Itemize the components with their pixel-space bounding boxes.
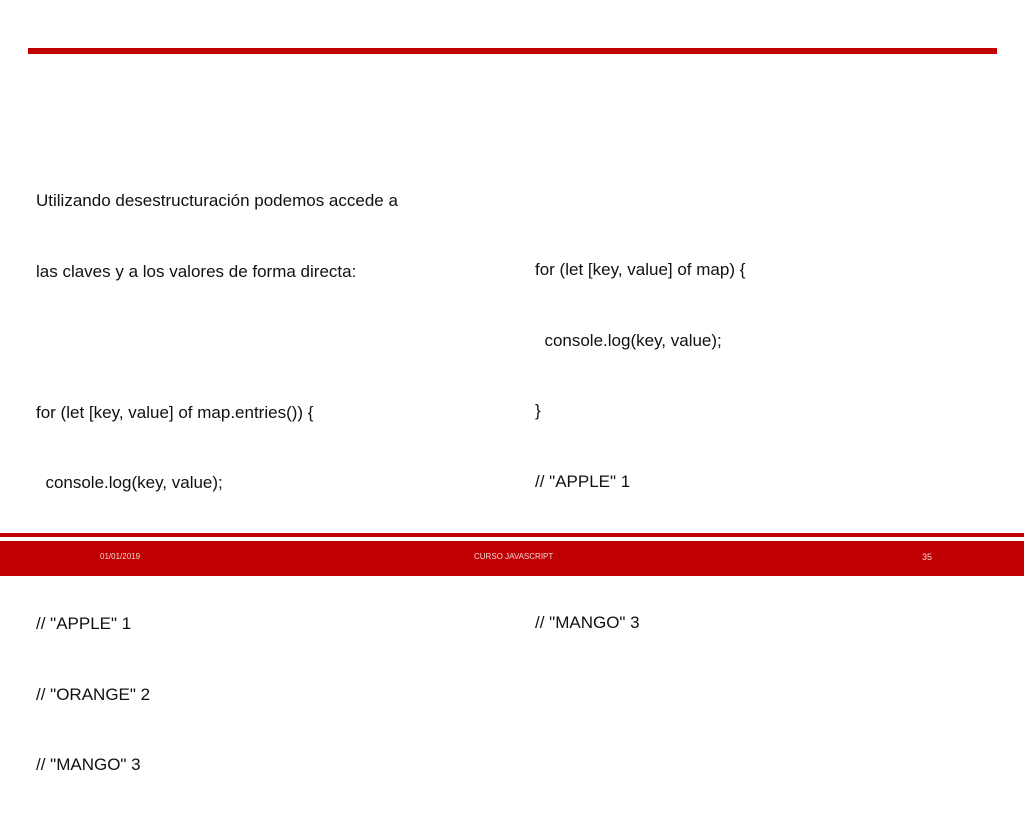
footer-page-number: 35 xyxy=(922,552,933,562)
code-line: for (let [key, value] of map.entries()) { xyxy=(36,402,314,422)
code-line: } xyxy=(535,401,541,420)
blank-line xyxy=(36,330,398,354)
intro-line: las claves y a los valores de forma directa: xyxy=(36,261,357,281)
code-line: console.log(key, value); xyxy=(36,473,223,492)
code-line: console.log(key, value); xyxy=(535,330,722,350)
left-text-block xyxy=(36,142,398,824)
code-line: // "ORANGE" 2 xyxy=(36,684,151,704)
code-line: // "MANGO" 3 xyxy=(535,612,640,632)
code-line: for (let [key, value] of map) { xyxy=(535,260,746,279)
code-line: // "MANGO" 3 xyxy=(36,755,141,774)
footer-course-title: CURSO JAVASCRIPT xyxy=(474,552,554,561)
right-text-block xyxy=(535,211,745,681)
code-line: // "APPLE" 1 xyxy=(36,614,132,633)
intro-line: Utilizando desestructuración podemos accede a xyxy=(36,191,398,210)
top-divider-line xyxy=(28,48,997,54)
code-line: // "APPLE" 1 xyxy=(535,471,631,491)
footer-divider-line xyxy=(0,533,1024,537)
footer-date: 01/01/2019 xyxy=(100,552,141,561)
